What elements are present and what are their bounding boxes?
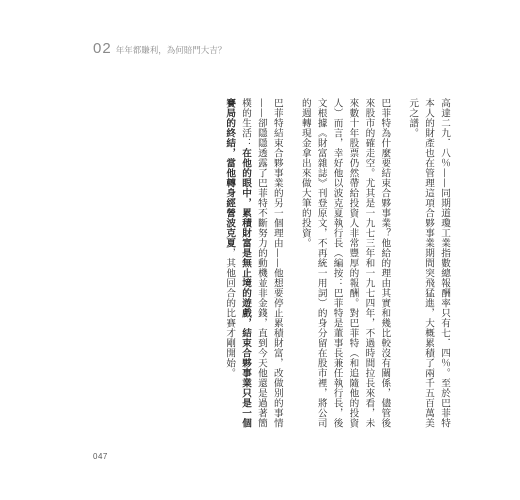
running-header — [93, 40, 226, 57]
chapter-title: 年年都賺利，為何賠門大吉？ — [115, 46, 227, 56]
paragraph-gap — [392, 98, 404, 428]
paragraph-gap — [285, 98, 297, 428]
chapter-number: 02 — [93, 40, 112, 57]
paragraph-3-emphasis: 在他的眼中，累積財富是無止境的遊戲，結束合夥事業只是一個賽局的終結，當他轉 — [224, 98, 252, 428]
body-text — [212, 98, 452, 428]
paragraph-3-ending: ，其他回合的比賽才剛開始。 — [224, 248, 236, 378]
paragraph-3-intro: 巴菲特結束合夥事業的另一個理由——他想要停止累積財富，改做別的事情——卻隱隱透露了巴菲特不斷努力的動機並非金錢，直到今天他還是過著簡樸的生活： — [240, 98, 283, 428]
paragraph-1: 高達二九．八％——同期道瓊工業指數總報酬率只有七．四％。至於巴菲特本人的財產也在管理這項合夥事業期間突飛猛進，大概累積了兩千五百萬美元之譜。 — [407, 98, 450, 428]
paragraph-3 — [221, 98, 285, 428]
paragraph-3-emphasis-continued: 身經營波克夏 — [224, 188, 236, 248]
paragraph-2: 巴菲特為什麼要結束合夥事業？他給的理由其實和幾比較沒有關係，儘管後來股市的確走空。尤其是一九七三年和一九七四年，不過時間拉長來看，未來數十年股票仍然帶給投資人非常豐厚的報酬。對巴菲特（和追隨他的投資人）而言，幸好他以波克夏執行長（編按：巴菲特是董事長兼任執行長，後文根據《財富雜誌》刊登原文，不再統一用詞）的身分留在股市裡，將公司的週轉現金拿出來做大筆的投資。 — [299, 98, 391, 428]
page-number: 047 — [93, 452, 108, 461]
